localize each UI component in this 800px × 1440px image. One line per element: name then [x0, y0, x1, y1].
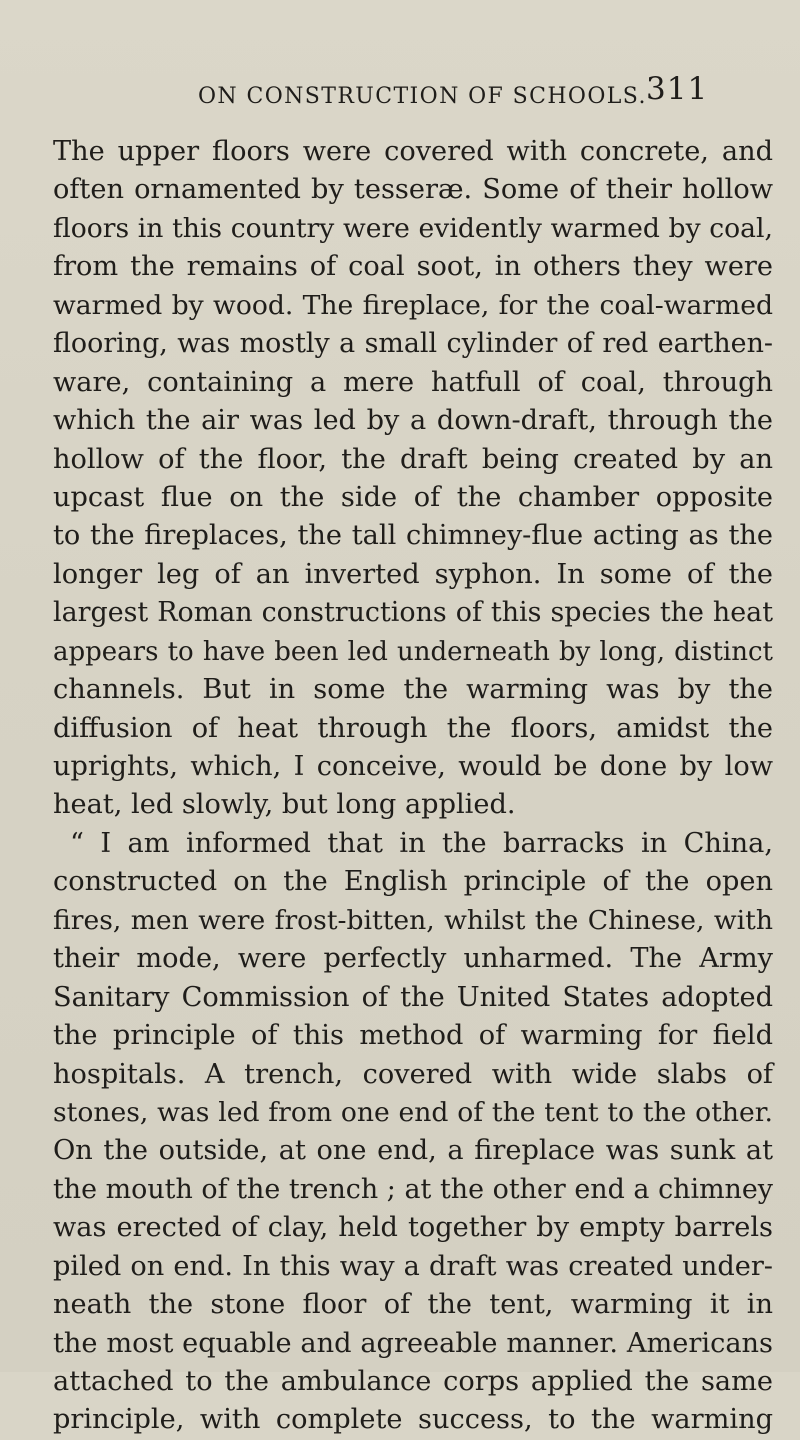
text-line: hollow of the floor, the draft being created by an: [53, 443, 773, 475]
text-line: the mouth of the trench ; at the other end a chimney: [53, 1173, 773, 1205]
body-text: [53, 133, 773, 1440]
text-line: heat, led slowly, but long applied.: [53, 789, 516, 821]
text-line: appears to have been led underneath by long, distinct: [53, 636, 773, 667]
text-line: their mode, were perfectly unharmed. The Army: [53, 943, 773, 975]
text-line: On the outside, at one end, a fireplace was sunk at: [53, 1135, 773, 1167]
text-line: the principle of this method of warming for field: [53, 1020, 773, 1052]
text-line: neath the stone floor of the tent, warming it in: [53, 1289, 773, 1321]
text-line: piled on end. In this way a draft was created under-: [53, 1250, 773, 1282]
text-line: attached to the ambulance corps applied the same: [53, 1366, 773, 1397]
text-line: longer leg of an inverted syphon. In some of the: [53, 558, 773, 590]
text-line: the most equable and agreeable manner. Americans: [53, 1327, 773, 1359]
text-line: warmed by wood. The fireplace, for the coal-warmed: [53, 289, 773, 321]
page-header: [0, 71, 800, 118]
text-line: principle, with complete success, to the warming: [53, 1404, 773, 1436]
text-line: diffusion of heat through the floors, amidst the: [53, 712, 773, 744]
text-line: upcast flue on the side of the chamber opposite: [53, 481, 773, 513]
text-line: largest Roman constructions of this species the heat: [53, 597, 773, 629]
text-line: constructed on the English principle of the open: [53, 866, 773, 898]
text-line: “ I am informed that in the barracks in China,: [70, 827, 773, 859]
text-line: Sanitary Commission of the United States adopted: [53, 981, 773, 1013]
text-line: ware, containing a mere hatfull of coal, through: [53, 366, 773, 398]
text-line: floors in this country were evidently warmed by coal,: [53, 212, 773, 244]
text-line: channels. But in some the warming was by the: [53, 674, 773, 706]
running-head: ON CONSTRUCTION OF SCHOOLS.: [198, 84, 647, 109]
page-number: 311: [646, 71, 709, 107]
text-line: to the fireplaces, the tall chimney-flue acting as the: [53, 520, 773, 552]
text-line: fires, men were frost-bitten, whilst the Chinese, with: [53, 904, 773, 936]
text-line: from the remains of coal soot, in others they were: [53, 251, 773, 283]
text-line: often ornamented by tesseræ. Some of their hollow: [53, 174, 773, 206]
text-line: flooring, was mostly a small cylinder of red earthen-: [53, 328, 773, 360]
text-line: which the air was led by a down-draft, through the: [53, 405, 773, 437]
text-line: hospitals. A trench, covered with wide slabs of: [53, 1058, 773, 1090]
paragraph: [53, 133, 773, 825]
text-line: The upper floors were covered with concrete, and: [53, 136, 773, 167]
text-line: uprights, which, I conceive, would be done by low: [53, 751, 773, 782]
text-line: was erected of clay, held together by empty barrels: [53, 1212, 773, 1244]
paragraph: [53, 825, 773, 1440]
text-line: stones, was led from one end of the tent to the other.: [53, 1096, 773, 1128]
